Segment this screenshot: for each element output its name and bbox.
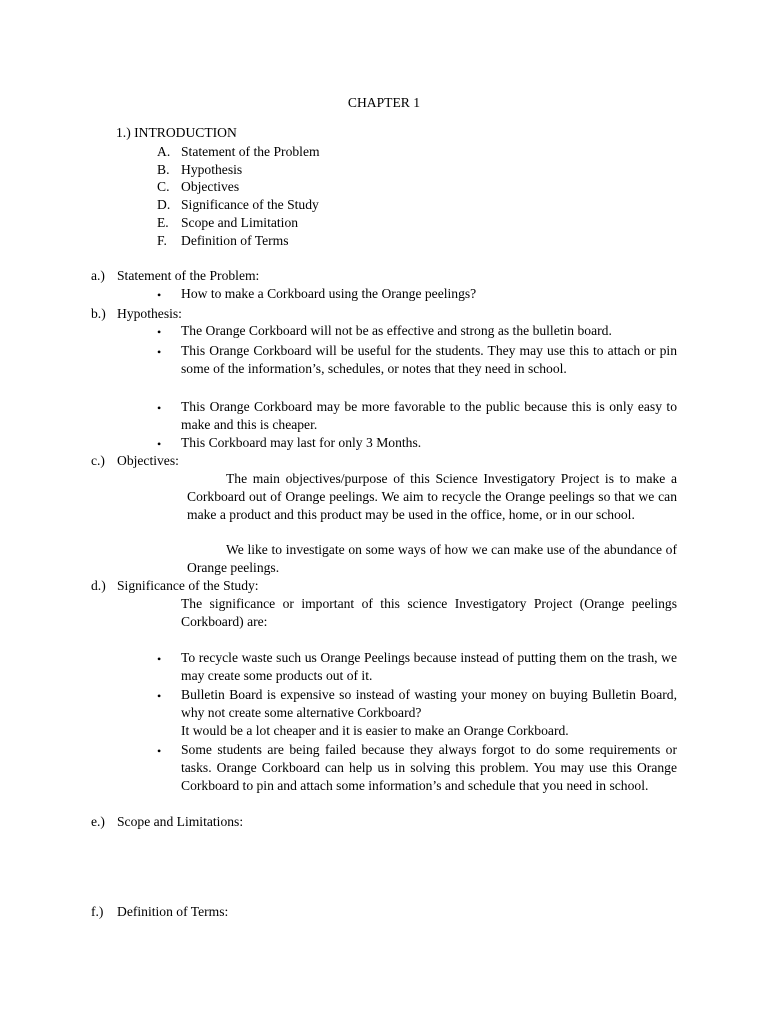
objectives-paragraph: The main objectives/purpose of this Science Investigatory Project is to make a Corkboard out of Orange peelings. We aim to recycle the Orange peelings so that we can make a product and this product may be used in the office, home, or in our school. [187, 471, 677, 522]
problem-bullet: How to make a Corkboard using the Orange peelings? [181, 286, 477, 301]
section-e-marker: e.) [91, 814, 105, 829]
section-c-marker: c.) [91, 453, 105, 468]
bullet-glyph: • [157, 652, 162, 666]
outline-marker: B. [157, 162, 170, 177]
outline-marker: C. [157, 179, 170, 194]
section-b-marker: b.) [91, 306, 106, 321]
outline-marker: F. [157, 233, 167, 248]
hypothesis-bullet: The Orange Corkboard will not be as effective and strong as the bulletin board. [181, 323, 612, 338]
hypothesis-bullet: This Corkboard may last for only 3 Months. [181, 435, 422, 450]
outline-item: Hypothesis [181, 162, 243, 177]
hypothesis-bullet: This Orange Corkboard may be more favorable to the public because this is only easy to make and this is cheaper. [181, 399, 677, 432]
outline-item: Objectives [181, 179, 240, 194]
objectives-paragraph: We like to investigate on some ways of how we can make use of the abundance of Orange peelings. [187, 542, 677, 575]
outline-marker: A. [157, 144, 171, 159]
hypothesis-bullet: This Orange Corkboard will be useful for the students. They may use this to attach or pin some of the information’s, schedules, or notes that they need in school. [181, 343, 677, 376]
significance-intro: The significance or important of this science Investigatory Project (Orange peelings Corkboard) are: [181, 596, 677, 629]
significance-bullet: Some students are being failed because they always forgot to do some requirements or tasks. Orange Corkboard can help us in solving this problem. You may use this Orange Corkboard to pin and attach some information’s and schedule that you need in school. [181, 742, 677, 793]
section-a-marker: a.) [91, 268, 105, 283]
bullet-glyph: • [157, 325, 162, 339]
outline-marker: D. [157, 197, 171, 212]
outline-item: Statement of the Problem [181, 144, 320, 159]
section-d-marker: d.) [91, 578, 106, 593]
section-f-marker: f.) [91, 904, 104, 919]
significance-bullet: Bulletin Board is expensive so instead of wasting your money on buying Bulletin Board, why not create some alternative Corkboard? [181, 687, 677, 720]
section-b-heading: Hypothesis: [117, 306, 182, 321]
section-c-heading: Objectives: [117, 453, 179, 468]
section-f-heading: Definition of Terms: [117, 904, 229, 919]
bullet-glyph: • [157, 744, 162, 758]
section-d-heading: Significance of the Study: [117, 578, 259, 593]
section-e-heading: Scope and Limitations: [117, 814, 244, 829]
bullet-glyph: • [157, 689, 162, 703]
section-a-heading: Statement of the Problem: [117, 268, 260, 283]
chapter-title: CHAPTER 1 [347, 95, 421, 110]
outline-item: Significance of the Study [181, 197, 319, 212]
significance-bullet-extra: It would be a lot cheaper and it is easier to make an Orange Corkboard. [181, 723, 569, 738]
bullet-glyph: • [157, 345, 162, 359]
outline-marker: E. [157, 215, 169, 230]
outline-item: Scope and Limitation [181, 215, 299, 230]
significance-bullet: To recycle waste such us Orange Peelings because instead of putting them on the trash, we may create some products out of it. [181, 650, 677, 683]
outline-item: Definition of Terms [181, 233, 289, 248]
intro-heading: 1.) INTRODUCTION [116, 125, 237, 140]
bullet-glyph: • [157, 288, 162, 302]
bullet-glyph: • [157, 437, 162, 451]
bullet-glyph: • [157, 401, 162, 415]
